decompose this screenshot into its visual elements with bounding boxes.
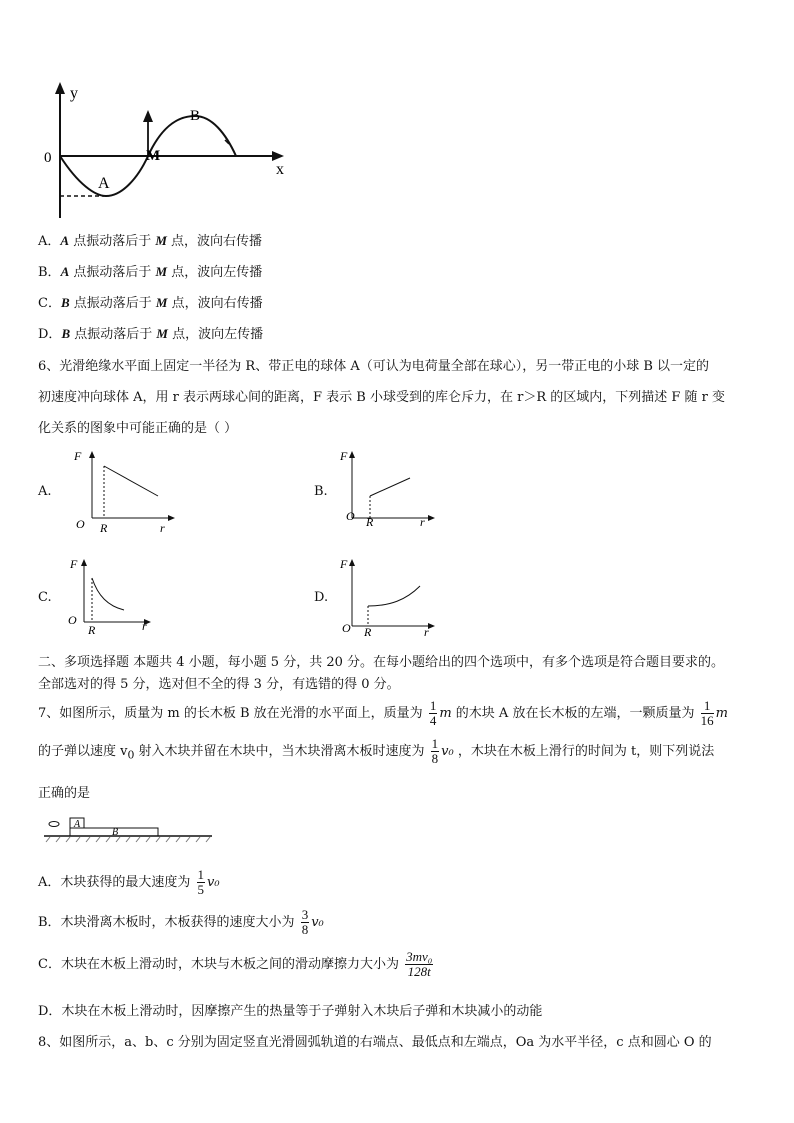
q6-graph-d	[330, 556, 440, 642]
q6-option-b-label: B.	[314, 484, 328, 499]
q6-option-c-label: C.	[38, 590, 52, 605]
q7-text-line-3: 正确的是	[38, 786, 91, 801]
fraction-eighth: $\frac{1}{8}$	[431, 736, 439, 766]
q6-text-line-2: 初速度冲向球体 A，用 r 表示两球心间的距离，F 表示 B 小球受到的库仑斥力，在 r＞R 的区域内，下列描述 F 随 r 变	[38, 390, 726, 405]
board-B-label: B	[112, 827, 119, 838]
q7-option-a: A．木块获得的最大速度为 $\frac{1}{5}$ v₀	[38, 867, 220, 897]
graph-a-O: O	[76, 517, 85, 531]
q7-option-d: D．木块在木板上滑动时，因摩擦产生的热量等于子弹射入木块后子弹和木块减小的动能	[38, 1004, 543, 1019]
fraction-fifth: $\frac{1}{5}$	[197, 867, 205, 897]
section2-heading-line-2: 全部选对的得 5 分，选对但不全的得 3 分，有选错的得 0 分。	[38, 677, 400, 692]
q5-option-c: C．B 点振动落后于 M 点，波向右传播	[38, 295, 263, 311]
q5-option-a: A．A 点振动落后于 M 点，波向右传播	[38, 233, 263, 249]
q6-option-a-label: A.	[38, 484, 52, 499]
graph-c-O: O	[68, 613, 77, 627]
graph-c-R: R	[88, 623, 96, 637]
point-M-label: M	[146, 148, 161, 164]
graph-d-R: R	[364, 625, 372, 639]
point-A-label: A	[98, 175, 110, 192]
q7-option-c: C．木块在木板上滑动时，木块与木板之间的滑动摩擦力大小为 $\frac{\text{3mv₀}}{128t}$	[38, 949, 433, 979]
point-B-label: B	[190, 108, 201, 124]
graph-d-F: F	[340, 557, 348, 571]
q7-option-b: B．木块滑离木板时，木板获得的速度大小为 $\frac{3}{8}$ v₀	[38, 907, 324, 937]
q7-block-figure	[40, 812, 220, 846]
q7-text-line-2: 的子弹以速度 $v_0$ 射入木块并留在木块中，当木块滑离木板时速度为 $\frac{1}{8}$ v₀ ，木块在木板上滑行的时间为 t，则下列说法	[38, 736, 715, 766]
fraction-friction: $\frac{\text{3mv₀}}{128t}$	[406, 949, 433, 979]
q6-text-line-3: 化关系的图象中可能正确的是（ ）	[38, 421, 238, 436]
q8-text-line-1: 8、如图所示，a、b、c 分别为固定竖直光滑圆弧轨道的右端点、最低点和左端点，Oa 为水平半径，c 点和圆心 O 的	[38, 1035, 712, 1050]
q6-text-line-1: 6、光滑绝缘水平面上固定一半径为 R、带正电的球体 A（可认为电荷量全部在球心），另一带正电的小球 B 以一定的	[38, 359, 710, 374]
graph-b-r: r	[420, 515, 425, 529]
graph-b-F: F	[340, 449, 348, 463]
q6-option-d-label: D.	[314, 590, 329, 605]
graph-b-R: R	[366, 515, 374, 529]
y-axis-label: y	[70, 85, 78, 102]
q5-option-d: D．B 点振动落后于 M 点，波向左传播	[38, 326, 264, 342]
graph-a-F: F	[74, 449, 82, 463]
graph-a-r: r	[160, 521, 165, 534]
q5-option-b: B．A 点振动落后于 M 点，波向左传播	[38, 264, 263, 280]
q6-graph-a	[70, 448, 180, 534]
block-A-label: A	[74, 819, 81, 830]
graph-d-r: r	[424, 625, 429, 639]
graph-b-O: O	[346, 509, 355, 523]
fraction-quarter: $\frac{1}{4}$	[429, 698, 437, 728]
q7-text-line-1: 7、如图所示，质量为 m 的长木板 B 放在光滑的水平面上，质量为 $\frac{1}{4}$ m 的木块 A 放在长木板的左端，一颗质量为 $\frac{1}{16}$ m	[38, 698, 728, 728]
graph-c-F: F	[70, 557, 78, 571]
q6-graph-b	[330, 448, 440, 534]
q6-graph-c	[66, 556, 176, 642]
wave-diagram	[40, 78, 300, 223]
fraction-three-eighths: $\frac{3}{8}$	[301, 907, 309, 937]
x-axis-label: x	[276, 161, 284, 178]
fraction-sixteenth: $\frac{1}{16}$	[700, 698, 714, 728]
section2-heading-line-1: 二、多项选择题 本题共 4 小题，每小题 5 分，共 20 分。在每小题给出的四个选项中，有多个选项是符合题目要求的。	[38, 655, 725, 670]
graph-d-O: O	[342, 621, 351, 635]
origin-label: 0	[44, 150, 52, 166]
graph-c-r: r	[142, 619, 147, 633]
graph-a-R: R	[100, 521, 108, 534]
